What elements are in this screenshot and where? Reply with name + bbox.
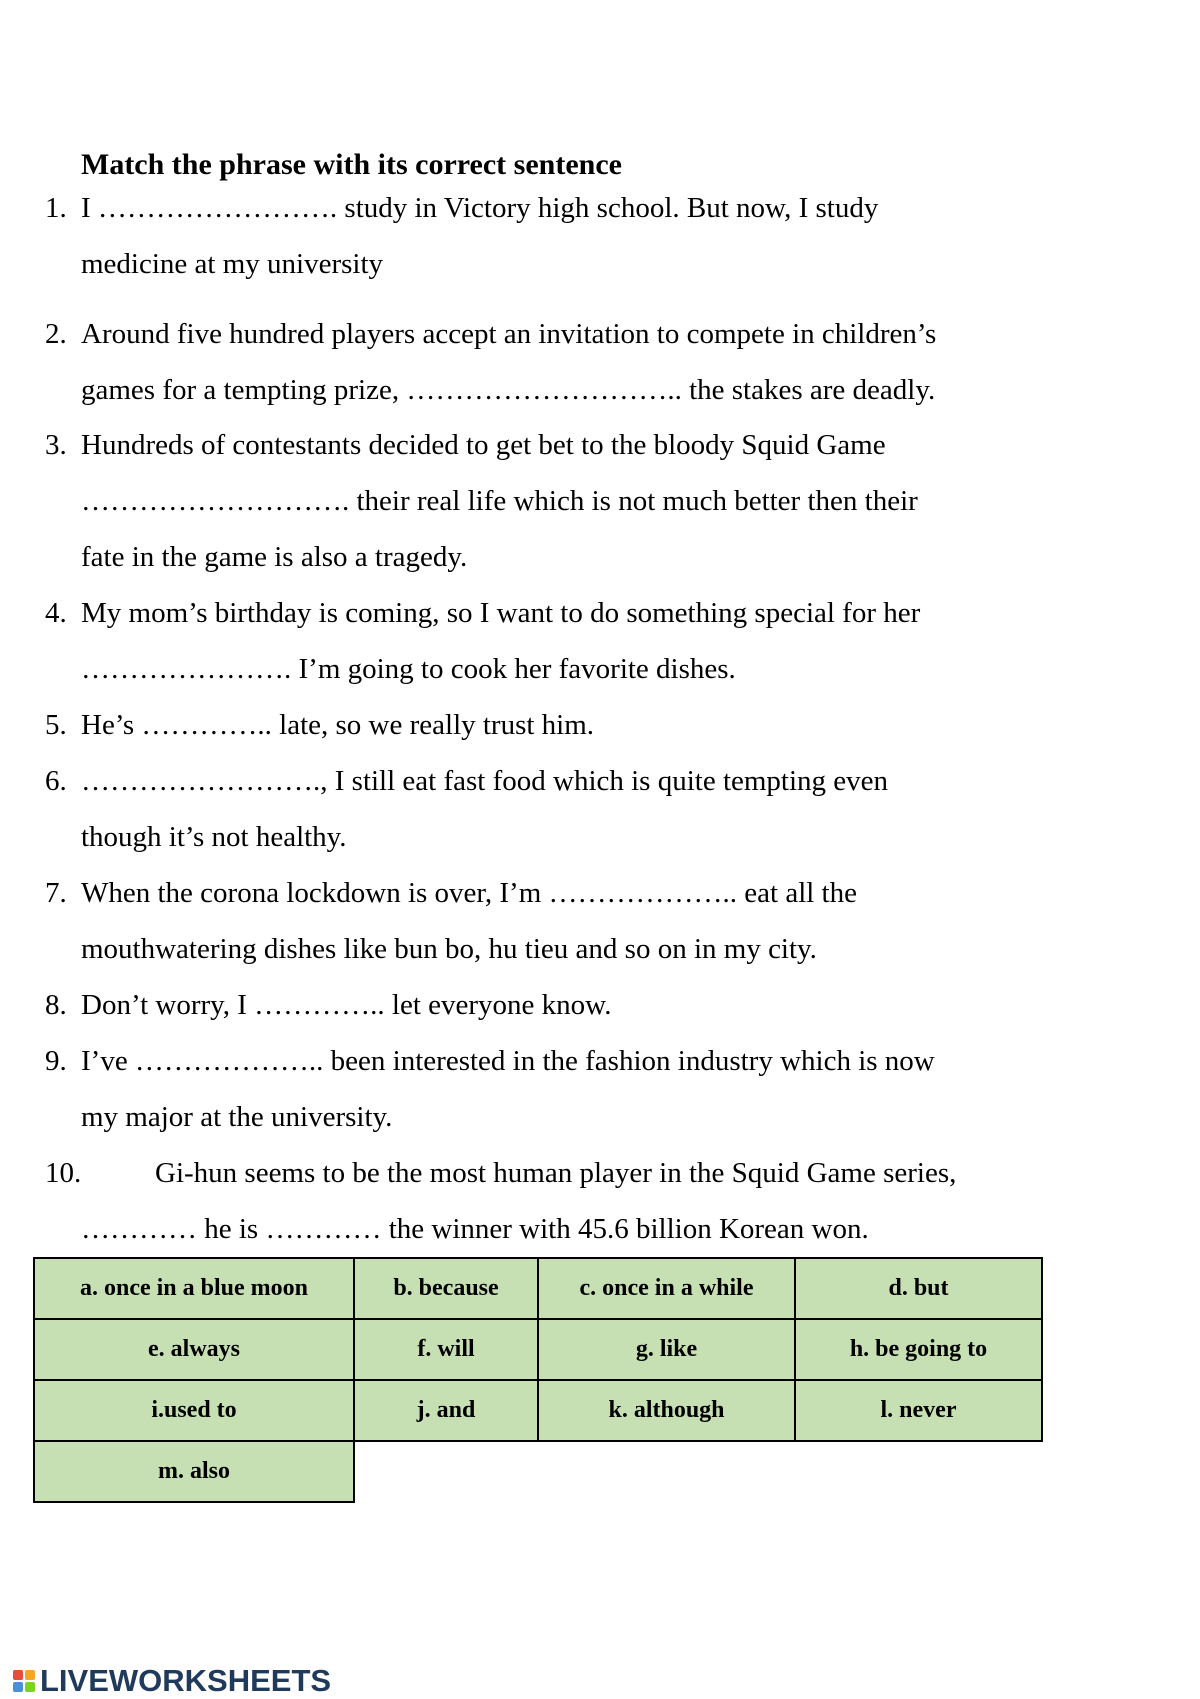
question-line: I ……………………. study in Victory high school. But now, I study	[81, 192, 879, 224]
question-text	[81, 1145, 1101, 1257]
question-text	[81, 865, 1101, 977]
question-line: Gi-hun seems to be the most human player in the Squid Game series,	[155, 1157, 957, 1189]
option-cell: g. like	[538, 1319, 795, 1380]
question-line: When the corona lockdown is over, I’m ……………….. eat all the	[81, 877, 857, 909]
question-text	[81, 585, 1101, 697]
logo-text: LIVEWORKSHEETS	[40, 1663, 332, 1698]
question-number: 10.	[45, 1157, 82, 1189]
question-line: games for a tempting prize, ……………………….. the stakes are deadly.	[81, 374, 936, 406]
question-line: mouthwatering dishes like bun bo, hu tieu and so on in my city.	[81, 933, 817, 965]
question-text	[81, 180, 1101, 292]
question-number: 9.	[45, 1045, 67, 1077]
question-number: 6.	[45, 765, 67, 797]
options-row	[34, 1441, 1042, 1502]
question-line: ……………………., I still eat fast food which is quite tempting even	[81, 765, 889, 797]
question-line: though it’s not healthy.	[81, 821, 347, 853]
option-cell: j. and	[354, 1380, 538, 1441]
question-number: 2.	[45, 318, 67, 350]
question-line: my major at the university.	[81, 1101, 393, 1133]
question-line: medicine at my university	[81, 248, 384, 280]
question-line: fate in the game is also a tragedy.	[81, 541, 468, 573]
option-cell: c. once in a while	[538, 1258, 795, 1319]
option-cell: d. but	[795, 1258, 1042, 1319]
option-cell: b. because	[354, 1258, 538, 1319]
question-line: …………………. I’m going to cook her favorite dishes.	[81, 653, 736, 685]
question-line: ………………………. their real life which is not much better then their	[81, 485, 918, 517]
question-text	[81, 697, 1101, 753]
option-cell: m. also	[34, 1441, 354, 1502]
options-table	[33, 1257, 1043, 1503]
question-text	[81, 417, 1101, 585]
question-text	[81, 306, 1101, 418]
empty-cell	[538, 1441, 795, 1502]
liveworksheets-logo	[12, 1663, 331, 1699]
options-row	[34, 1319, 1042, 1380]
question-line: He’s ………….. late, so we really trust him.	[81, 709, 595, 741]
question-number: 3.	[45, 429, 67, 461]
question-line: Hundreds of contestants decided to get bet to the bloody Squid Game	[81, 429, 886, 461]
question-line: I’ve ……………….. been interested in the fashion industry which is now	[81, 1045, 935, 1077]
question-line: Don’t worry, I ………….. let everyone know.	[81, 989, 612, 1021]
question-line: ………… he is ………… the winner with 45.6 billion Korean won.	[81, 1213, 869, 1245]
question-number: 7.	[45, 877, 67, 909]
options-row	[34, 1258, 1042, 1319]
option-cell: h. be going to	[795, 1319, 1042, 1380]
question-number: 4.	[45, 597, 67, 629]
option-cell: e. always	[34, 1319, 354, 1380]
option-cell: i.used to	[34, 1380, 354, 1441]
question-text	[81, 1033, 1101, 1145]
option-cell: l. never	[795, 1380, 1042, 1441]
question-number: 5.	[45, 709, 67, 741]
question-number: 1.	[45, 192, 67, 224]
question-text	[81, 977, 1101, 1033]
option-cell: f. will	[354, 1319, 538, 1380]
question-line: Around five hundred players accept an invitation to compete in children’s	[81, 318, 937, 350]
options-row	[34, 1380, 1042, 1441]
liveworksheets-logo-icon	[12, 1669, 36, 1693]
option-cell: a. once in a blue moon	[34, 1258, 354, 1319]
question-number: 8.	[45, 989, 67, 1021]
empty-cell	[795, 1441, 1042, 1502]
option-cell: k. although	[538, 1380, 795, 1441]
empty-cell	[354, 1441, 538, 1502]
worksheet-title: Match the phrase with its correct sentence	[81, 148, 622, 181]
question-line: My mom’s birthday is coming, so I want to do something special for her	[81, 597, 921, 629]
question-text	[81, 753, 1101, 865]
